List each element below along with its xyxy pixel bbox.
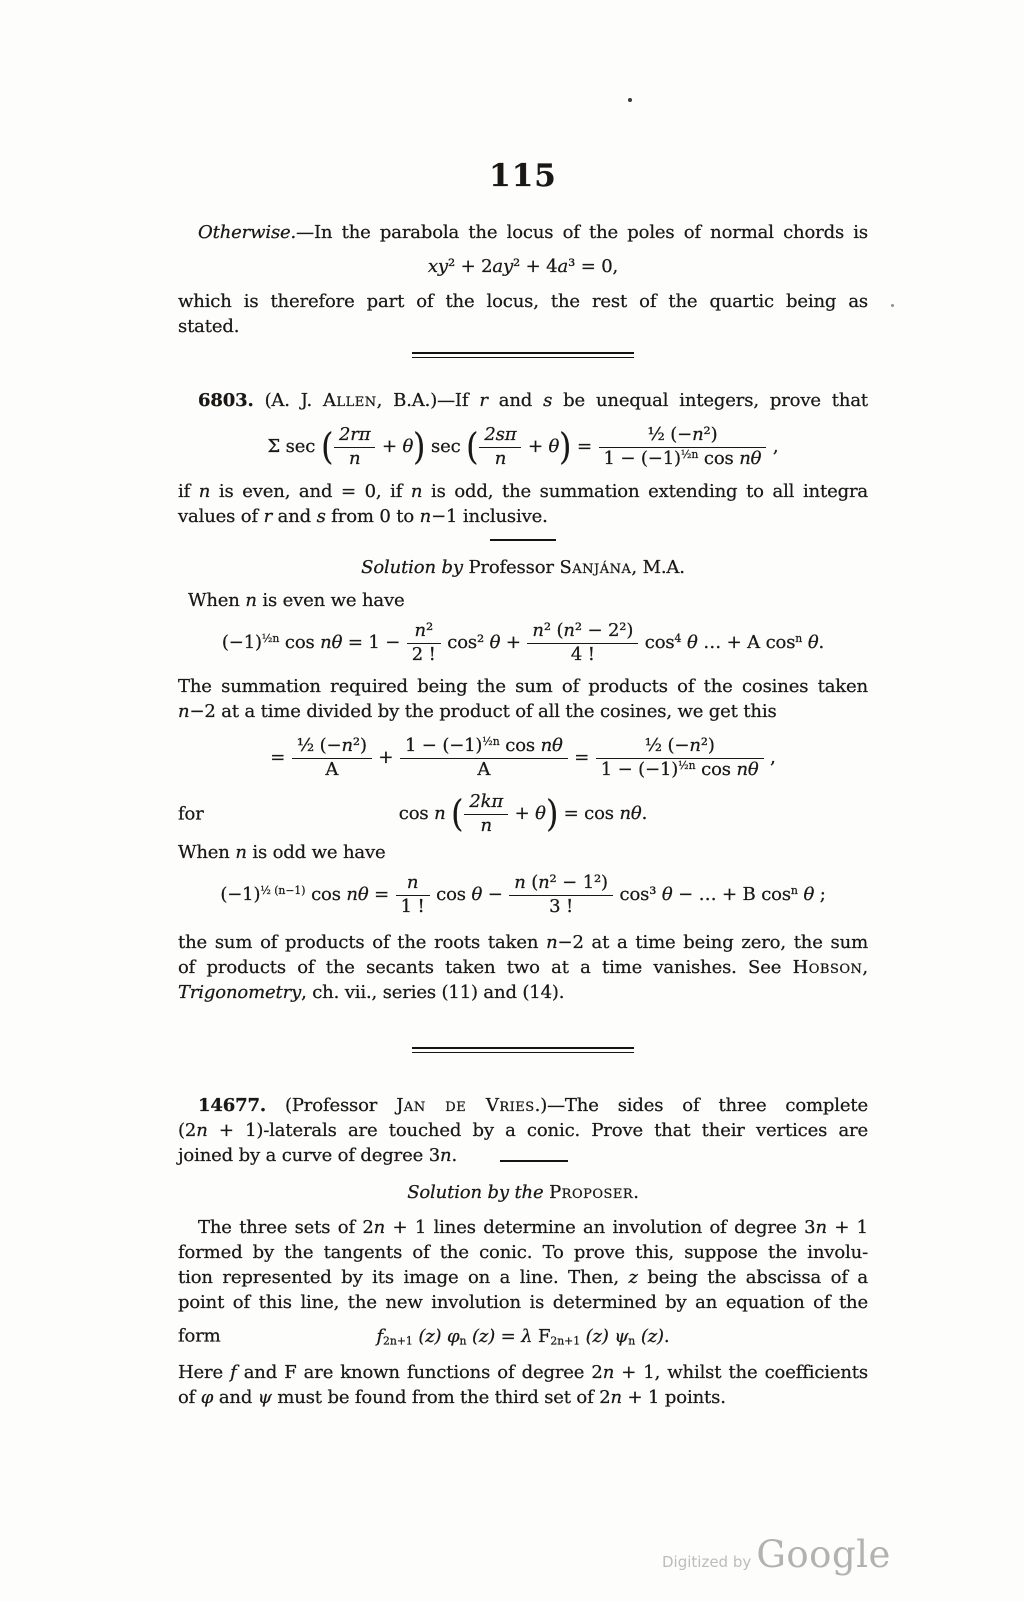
text-run-italic: n [494, 448, 507, 470]
text-run: Professor [468, 557, 560, 579]
text-run: ² [425, 620, 434, 642]
text-run-italic: n [815, 1216, 827, 1238]
text-run-italic: n [538, 872, 550, 894]
text-run: When [188, 590, 246, 612]
text-run-italic: n [434, 803, 452, 825]
text-run: the sum of products of the roots taken [178, 931, 547, 953]
text-run: . [663, 1325, 670, 1347]
text-line [178, 1360, 868, 1385]
superscript: ½ (n−1) [260, 884, 306, 898]
text-run: 1 − (−1) [600, 758, 679, 780]
numerator [464, 792, 508, 814]
text-run: . [641, 803, 648, 825]
text-run-italic: λ [521, 1325, 538, 1347]
text-run: , [764, 746, 776, 768]
text-run-italic: 2kπ [469, 790, 504, 812]
text-run-italic: θ [802, 632, 819, 654]
text-line [178, 588, 868, 613]
text-run: cos² [441, 632, 490, 654]
text-run: (−1) [220, 884, 261, 906]
question-14677 [178, 1093, 868, 1410]
text-run: = [568, 746, 595, 768]
text-run: A [325, 758, 339, 780]
text-line [178, 1240, 868, 1265]
text-run: and F are known functions of degree 2 [236, 1361, 603, 1383]
text-run: be unequal integers, prove that [552, 390, 868, 411]
text-run-smallcaps: Hobson [792, 956, 863, 978]
text-run-italic: ψ [257, 1386, 272, 1408]
fraction [399, 735, 569, 781]
text-run: from 0 to [325, 506, 420, 528]
text-run-bold: 6803. [198, 390, 254, 411]
text-line [178, 1385, 868, 1410]
text-run: − [482, 884, 509, 906]
text-run: 4 ! [570, 644, 595, 666]
text-run-italic: (z) φ [412, 1325, 460, 1347]
form-label: form [178, 1325, 221, 1347]
text-run: . [451, 1144, 458, 1166]
text-run-italic: n [689, 734, 701, 756]
equation-involution-form [178, 1321, 868, 1352]
text-run-italic: ay [492, 256, 514, 277]
fraction [333, 424, 376, 470]
text-run-italic: a [557, 256, 569, 277]
text-run: ² ( [543, 620, 564, 642]
text-run: The three sets of 2 [198, 1216, 374, 1238]
numerator [334, 425, 375, 447]
text-run-italic: n [514, 872, 532, 894]
text-run: cos³ [613, 884, 662, 906]
text-run-italic: n [414, 620, 426, 642]
text-line [178, 1290, 868, 1315]
subscript: 2n+1 [383, 1334, 413, 1348]
text-run: −2 at a time divided by the product of all the cosines, we get this [189, 700, 777, 722]
text-run-italic: n [341, 734, 353, 756]
text-run: being the abscissa of a [637, 1266, 868, 1288]
solution-divider [500, 1160, 568, 1162]
superscript: 4 [674, 632, 682, 646]
text-run: −2 at a time being zero, the sum [557, 931, 868, 953]
text-line [178, 674, 868, 699]
fraction [406, 620, 442, 666]
text-run: ² − 1²) [549, 872, 608, 894]
numerator [292, 736, 372, 758]
text-run-bold: 14677. [198, 1094, 266, 1116]
section-divider [412, 352, 634, 358]
text-run-italic: n [178, 700, 190, 722]
fraction [463, 791, 509, 837]
text-run-smallcaps: Allen [322, 390, 377, 411]
text-run: + 1 [826, 1216, 868, 1238]
text-run: (Professor [266, 1094, 397, 1116]
denominator [527, 643, 638, 665]
text-run: values of [178, 506, 264, 528]
text-run: A [477, 758, 491, 780]
text-run: + 1 lines determine an involution of degree 3 [385, 1216, 816, 1238]
text-run: is even, and = 0, if [210, 481, 411, 503]
google-watermark [662, 1533, 891, 1576]
text-run: − … + B cos [672, 884, 791, 906]
text-run-italic: nθ [739, 448, 762, 470]
text-run-smallcaps: Proposer [549, 1181, 634, 1203]
text-run: = [571, 436, 598, 458]
text-run: + 1)-laterals are touched by a conic. Prove that their vertices are [207, 1119, 868, 1141]
text-run: cos [305, 884, 347, 906]
numerator [396, 873, 430, 895]
text-run: ²) [352, 734, 367, 756]
solution-heading [178, 555, 868, 580]
text-run: … + A cos [697, 632, 796, 654]
text-run: if [178, 481, 199, 503]
text-run: formed by the tangents of the conic. To prove this, suppose the involu- [178, 1241, 868, 1263]
text-run: cos [279, 632, 321, 654]
text-run: When [178, 842, 236, 864]
page-number: 115 [489, 158, 557, 194]
text-run-italic: n [406, 872, 419, 894]
text-run: must be found from the third set of 2 [271, 1386, 611, 1408]
text-line [178, 504, 868, 529]
text-run-italic: n [440, 1144, 452, 1166]
text-line [178, 840, 868, 865]
text-run-italic: θ [681, 632, 698, 654]
text-run-italic: n [602, 1361, 615, 1383]
text-run: , [862, 956, 868, 978]
question-heading-line [178, 1093, 868, 1118]
text-run: sec [425, 436, 467, 458]
text-run-italic: Solution by the [407, 1181, 550, 1203]
text-line [178, 930, 868, 955]
text-run: cos [698, 448, 740, 470]
text-run-italic: nθ [540, 734, 563, 756]
text-run: ²) [703, 424, 718, 445]
text-line [178, 1143, 868, 1168]
text-run: 1 ! [400, 896, 425, 918]
text-run-italic: θ [661, 884, 673, 906]
scan-speck [891, 304, 894, 307]
text-run: , ch. vii., series (11) and (14). [301, 981, 565, 1003]
text-run-italic: Solution by [361, 557, 469, 579]
text-run: (−1) [221, 632, 262, 654]
text-run: ½ (− [644, 734, 690, 756]
text-run-smallcaps: Sanjána [559, 557, 632, 579]
text-run: 2 ! [411, 644, 436, 666]
text-run-italic: xy [427, 256, 448, 277]
numerator [479, 425, 521, 447]
equation-cos-period: for cos n ( $\frac{2k\pi}{n}$ + θ) = cos nθ. [178, 790, 648, 837]
text-run: + [500, 632, 527, 654]
text-run-italic: n [373, 1216, 386, 1238]
text-run: is odd we have [246, 842, 386, 864]
text-run: —In the parabola the locus of the poles of normal chords is [296, 222, 868, 243]
text-run: joined by a curve of degree 3 [178, 1144, 441, 1166]
text-run: 1 − (−1) [603, 448, 681, 470]
superscript: ½n [482, 734, 500, 748]
text-run: ² + 2 [447, 256, 493, 277]
text-run-italic: (z) [466, 1325, 496, 1347]
text-run: The summation required being the sum of products of the cosines taken [178, 675, 868, 697]
text-run-italic: n [532, 620, 544, 642]
text-run-italic: n [410, 481, 423, 503]
denominator [509, 895, 613, 917]
text-run-italic: n [692, 424, 704, 445]
text-run-italic: θ [489, 632, 501, 654]
text-run: ½ (− [296, 734, 342, 756]
text-line [178, 955, 868, 980]
text-run-italic: n [610, 1386, 622, 1408]
equation-cos-expansion-even [178, 617, 868, 669]
question-6803 [178, 388, 868, 1005]
denominator [400, 758, 568, 780]
text-run: is even we have [256, 590, 405, 612]
text-run-italic: n [196, 1119, 208, 1141]
superscript: n [790, 884, 798, 898]
equation-summation-result [178, 732, 868, 784]
text-run: −1 inclusive. [431, 506, 548, 528]
text-run: cos [695, 758, 737, 780]
text-run: and [272, 506, 317, 528]
text-column [178, 0, 868, 1410]
text-line [178, 479, 868, 504]
fraction [395, 872, 431, 918]
fraction [598, 424, 768, 470]
section-divider [412, 1047, 634, 1053]
text-run-italic: r [263, 506, 273, 528]
text-run-italic: nθ [346, 884, 369, 906]
text-run: cos [639, 632, 675, 654]
text-run-italic: + θ [522, 436, 560, 458]
superscript: n [795, 632, 803, 646]
text-run-italic: z [628, 1266, 638, 1288]
text-run-italic: s [316, 506, 326, 528]
text-run: cos [398, 803, 435, 825]
denominator [464, 814, 508, 836]
text-run: ²) [700, 734, 715, 756]
numerator [599, 425, 767, 447]
fraction [291, 735, 373, 781]
text-run: + [372, 746, 399, 768]
text-run: = [495, 1325, 522, 1347]
otherwise-note [178, 220, 868, 339]
superscript: ½n [678, 758, 696, 772]
text-run-italic: f [376, 1325, 384, 1347]
text-run: ½ (− [647, 424, 693, 445]
text-run: , M.A. [631, 557, 685, 579]
text-run: ² − 2²) [574, 620, 634, 642]
fraction [478, 424, 522, 470]
text-run-italic: θ [471, 884, 483, 906]
text-run: = 1 − [342, 632, 406, 654]
equation-secant-product-sum: Σ sec ( $\frac{2r\pi}{n}$ + θ) sec ( $\frac{2s\pi}{n}$ + θ) = $\frac{\text{½ (−n²)}}{1 - (-1)^{\frac{1}{2}n} \cos n\theta}$ , [267, 424, 779, 470]
text-run: = [270, 746, 291, 768]
denominator [407, 643, 441, 665]
denominator [599, 447, 767, 469]
numerator [407, 621, 441, 643]
text-run-smallcaps: Jan de Vries [396, 1094, 535, 1116]
text-run: 1 − (−1) [404, 734, 483, 756]
text-line [178, 289, 868, 314]
question-heading-line [178, 388, 868, 413]
text-run: (A. J. [253, 390, 323, 411]
denominator [479, 447, 521, 469]
denominator [334, 447, 375, 469]
text-run-italic: + θ [509, 803, 546, 825]
text-line [178, 1118, 868, 1143]
equation-cos-expansion-odd [178, 869, 868, 921]
text-run-italic: n [348, 448, 361, 470]
text-run: ² + 4 [513, 256, 558, 277]
text-run: = [368, 884, 395, 906]
text-run-italic: f [230, 1361, 237, 1383]
text-run: = cos [558, 803, 620, 825]
text-run: F [538, 1325, 551, 1347]
text-run: , [767, 436, 779, 458]
text-run: (2 [178, 1119, 197, 1141]
text-run-italic: θ [797, 884, 815, 906]
subscript: n [628, 1334, 636, 1348]
text-run-italic: n [563, 620, 575, 642]
text-run-italic: (z) ψ [580, 1325, 629, 1347]
denominator [596, 758, 764, 780]
text-run-italic: n [245, 590, 257, 612]
text-line [178, 220, 868, 245]
text-line [178, 699, 868, 724]
text-run-italic: n [480, 815, 492, 837]
fraction [526, 620, 639, 666]
google-logo: Google [756, 1533, 891, 1576]
text-run-italic: (z) [635, 1325, 664, 1347]
solution-divider [490, 539, 556, 541]
text-run-italic: n [419, 506, 432, 528]
equation-parabola-locus [178, 249, 868, 285]
text-line [178, 1215, 868, 1240]
denominator [292, 758, 372, 780]
text-run: is odd, the summation extending to all integra [422, 481, 868, 503]
text-run: stated. [178, 316, 240, 337]
text-run: Σ sec [267, 436, 321, 458]
text-line [178, 980, 868, 1005]
text-run: Here [178, 1361, 231, 1383]
subscript: 2n+1 [550, 1334, 581, 1348]
text-run-italic: φ [200, 1386, 214, 1408]
text-run-italic: Trigonometry [178, 981, 302, 1003]
text-run-italic: nθ [619, 803, 642, 825]
text-line [178, 314, 868, 339]
numerator [400, 736, 568, 758]
text-run: cos [499, 734, 541, 756]
text-run: of [178, 1386, 201, 1408]
for-label: for [178, 803, 204, 825]
subscript: n [459, 1334, 467, 1348]
numerator [596, 736, 764, 758]
text-run: . [818, 632, 825, 654]
text-run: tion represented by its image on a line. Then, [178, 1266, 629, 1288]
text-run: , B.A.)—If [376, 390, 480, 411]
text-run: and [487, 390, 544, 411]
superscript: ½n [261, 632, 280, 646]
text-run-italic: n [235, 842, 247, 864]
text-run: + 1 points. [621, 1386, 726, 1408]
text-run: cos [430, 884, 472, 906]
text-run: . [633, 1181, 639, 1203]
text-run: point of this line, the new involution is determined by an equation of the [178, 1291, 868, 1313]
text-run: ³ = 0, [568, 256, 619, 277]
text-run-italic: + θ [376, 436, 414, 458]
text-run-italic: 2sπ [484, 424, 517, 445]
text-run: and [213, 1386, 258, 1408]
text-run: .)—The sides of three complete [534, 1094, 868, 1116]
numerator [509, 873, 613, 895]
numerator [527, 621, 638, 643]
fraction [595, 735, 765, 781]
text-run-italic: s [543, 390, 553, 411]
text-run-italic: n [198, 481, 211, 503]
text-run: ; [814, 884, 826, 906]
fraction [508, 872, 614, 918]
text-run: + 1, whilst the coefficients [614, 1361, 868, 1383]
text-run-italic: nθ [320, 632, 343, 654]
text-run: which is therefore part of the locus, the rest of the quartic being as [178, 291, 868, 312]
text-run: 3 ! [549, 896, 574, 918]
text-run: ( [531, 872, 539, 894]
text-run-italic: r [479, 390, 488, 411]
solution-heading [178, 1180, 868, 1205]
text-run-italic: n [546, 931, 558, 953]
text-run-italic: Otherwise. [198, 222, 297, 243]
text-line [178, 1265, 868, 1290]
superscript: ½n [680, 448, 699, 462]
digitized-by-label: Digitized by [662, 1553, 752, 1571]
text-run-italic: nθ [736, 758, 759, 780]
text-run-italic: 2rπ [339, 424, 371, 445]
text-run: of products of the secants taken two at a time vanishes. See [178, 956, 793, 978]
denominator [396, 895, 430, 917]
